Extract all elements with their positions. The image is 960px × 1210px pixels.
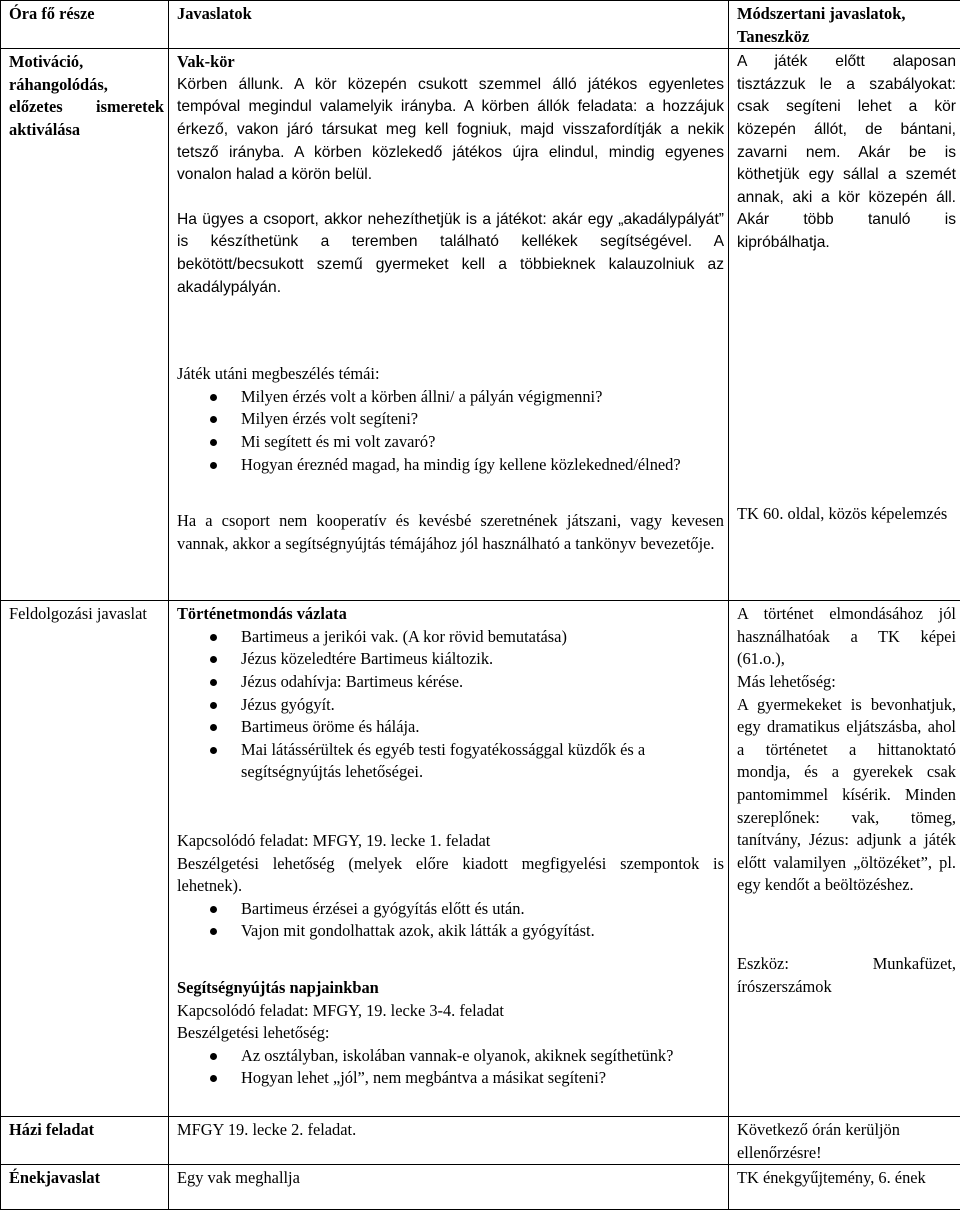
method-motivation bbox=[729, 49, 960, 601]
method-song bbox=[729, 1165, 960, 1210]
homework-note: Következő órán kerüljön ellenőrzésre! bbox=[737, 1119, 956, 1164]
story-list bbox=[177, 626, 724, 784]
list-item: Jézus közeledtére Bartimeus kiáltozik. bbox=[241, 648, 724, 671]
list-item: Vajon mit gondolhattak azok, akik látták a gyógyítást. bbox=[241, 920, 724, 943]
list-item: Az osztályban, iskolában vannak-e olyanok, akiknek segíthetünk? bbox=[241, 1045, 724, 1068]
content-song bbox=[169, 1165, 729, 1210]
song-text: Egy vak meghallja bbox=[177, 1167, 724, 1190]
discussion-title: Játék utáni megbeszélés témái: bbox=[177, 363, 724, 386]
discussion-1: Beszélgetési lehetőség (melyek előre kiadott megfigyelési szempontok is lehetnek). bbox=[177, 853, 724, 898]
row-label: Énekjavaslat bbox=[9, 1167, 164, 1190]
method-note: A gyermekeket is bevonhatjuk, egy dramatikus eljátszásba, ahol a történetet a hittanoktató mondja, és a gyerekek csak pantomimmel kísérik. Minden szereplőnek: vak, tömeg, tanítvány, Jézus: adjunk a játék előtt valamilyen „öltözéket”, pl. egy kendőt a beöltözéshez. bbox=[737, 694, 956, 897]
header-methods: Módszertani javaslatok, Taneszköz bbox=[729, 1, 960, 49]
textbook-alternative: Ha a csoport nem kooperatív és kevésbé szeretnének játszani, vagy kevesen vannak, akkor a segítségnyújtás témájához jól használható a tankönyv bevezetője. bbox=[177, 510, 724, 555]
list-item: Jézus gyógyít. bbox=[241, 694, 724, 717]
story-title: Történetmondás vázlata bbox=[177, 603, 724, 626]
row-processing bbox=[1, 601, 960, 1117]
content-homework bbox=[169, 1117, 729, 1165]
list-item: Mi segített és mi volt zavaró? bbox=[241, 431, 724, 454]
row-motivation bbox=[1, 49, 960, 601]
list-item: Mai látássérültek és egyéb testi fogyatékossággal küzdők és a segítségnyújtás lehetőségei. bbox=[241, 739, 724, 784]
method-note: Más lehetőség: bbox=[737, 671, 956, 694]
label-processing bbox=[1, 601, 169, 1117]
row-homework bbox=[1, 1117, 960, 1165]
label-motivation bbox=[1, 49, 169, 601]
list-item: Bartimeus öröme és hálája. bbox=[241, 716, 724, 739]
list-item: Milyen érzés volt a körben állni/ a pályán végigmenni? bbox=[241, 386, 724, 409]
method-homework bbox=[729, 1117, 960, 1165]
row-song bbox=[1, 1165, 960, 1210]
method-processing bbox=[729, 601, 960, 1117]
help-title: Segítségnyújtás napjainkban bbox=[177, 977, 724, 1000]
row-label: Házi feladat bbox=[9, 1119, 164, 1142]
list-item: Hogyan éreznéd magad, ha mindig így kellene közlekedned/élned? bbox=[241, 454, 724, 477]
game-description: Körben állunk. A kör közepén csukott szemmel álló játékos egyenletes tempóval megindul valamelyik irányba. A körben állók feladata: a hozzájuk érkező, vakon járó társukat meg kell fogniuk, majd visszafordítják a nekik tetsző irányba. A körben közlekedő játékos újra elindul, mindig egyenes vonalon halad a körön belül. bbox=[177, 74, 724, 187]
content-motivation bbox=[169, 49, 729, 601]
list-item: Bartimeus a jerikói vak. (A kor rövid bemutatása) bbox=[241, 626, 724, 649]
list-item: Jézus odahívja: Bartimeus kérése. bbox=[241, 671, 724, 694]
tool-note: TK 60. oldal, közös képelemzés bbox=[737, 503, 956, 526]
row-label: Feldolgozási javaslat bbox=[9, 603, 164, 626]
discussion-2-list bbox=[177, 1045, 724, 1090]
content-processing bbox=[169, 601, 729, 1117]
discussion-2: Beszélgetési lehetőség: bbox=[177, 1022, 724, 1045]
method-note: A történet elmondásához jól használhatóak a TK képei (61.o.), bbox=[737, 603, 956, 671]
header-suggestions: Javaslatok bbox=[169, 1, 729, 49]
related-task-1: Kapcsolódó feladat: MFGY, 19. lecke 1. feladat bbox=[177, 830, 724, 853]
row-label: Motiváció, ráhangolódás, előzetes ismeretek aktiválása bbox=[9, 51, 164, 141]
homework-text: MFGY 19. lecke 2. feladat. bbox=[177, 1119, 724, 1142]
list-item: Hogyan lehet „jól”, nem megbántva a másikat segíteni? bbox=[241, 1067, 724, 1090]
header-row bbox=[1, 1, 960, 49]
discussion-1-list bbox=[177, 898, 724, 943]
game-harder-version: Ha ügyes a csoport, akkor nehezíthetjük is a játékot: akár egy „akadálypályát” is készíthetünk a teremben található kellékek segítségével. A bekötött/becsukott szemű gyermeket kell a többieknek kalauzolniuk az akadálypályán. bbox=[177, 209, 724, 299]
discussion-list bbox=[177, 386, 724, 476]
related-task-2: Kapcsolódó feladat: MFGY, 19. lecke 3-4. feladat bbox=[177, 1000, 724, 1023]
tool-note: Eszköz: Munkafüzet, írószerszámok bbox=[737, 953, 956, 998]
list-item: Milyen érzés volt segíteni? bbox=[241, 408, 724, 431]
list-item: Bartimeus érzései a gyógyítás előtt és után. bbox=[241, 898, 724, 921]
method-note: A játék előtt alaposan tisztázzuk le a szabályokat: csak segíteni lehet a kör közepén állót, de bántani, zavarni nem. Akár be is köthetjük egy sállal a szemét annak, aki a kör közepén áll. Akár több tanuló is kipróbálhatja. bbox=[737, 51, 956, 254]
song-note: TK énekgyűjtemény, 6. ének bbox=[737, 1167, 956, 1190]
label-homework bbox=[1, 1117, 169, 1165]
header-part: Óra fő része bbox=[1, 1, 169, 49]
label-song bbox=[1, 1165, 169, 1210]
game-title: Vak-kör bbox=[177, 51, 724, 74]
